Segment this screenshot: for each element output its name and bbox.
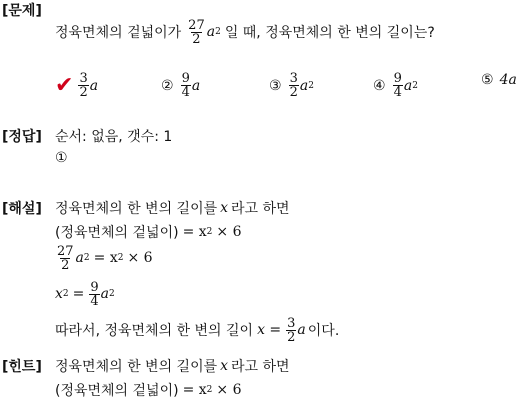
explanation-header: [해설] xyxy=(2,201,42,217)
question-text: 정육면체의 겉넓이가 $\frac{27}{2}$ a 2 일 때, 정육면체의 한 변의 길이는? xyxy=(55,17,435,47)
option-1[interactable]: ✔ $\frac{3}{2}$ a xyxy=(55,71,99,100)
answer-meta: 순서: 없음, 갯수: 1 xyxy=(55,129,173,145)
option-3[interactable]: ③ $\frac{3}{2}$ a 2 xyxy=(269,71,314,100)
question-fraction: $\frac{27}{2}$ xyxy=(188,17,205,47)
explanation-line-4: x 2 = $\frac{9}{4}$ a 2 xyxy=(55,279,115,309)
question-post: 일 때, 정육면체의 한 변의 길이는? xyxy=(224,25,435,41)
explanation-line-5: 따라서, 정육면체의 한 변의 길이 x = $\frac{3}{2}$ a 이다. xyxy=(55,315,340,345)
option-5[interactable]: ⑤ 4a xyxy=(481,72,517,88)
problem-header: [문제] xyxy=(2,3,42,19)
explanation-line-1: 정육면체의 한 변의 길이를 x 라고 하면 xyxy=(55,200,290,217)
hint-line-1: 정육면체의 한 변의 길이를 x 라고 하면 xyxy=(55,358,290,375)
hint-header: [힌트] xyxy=(2,359,42,375)
option-2[interactable]: ② $\frac{9}{4}$ a xyxy=(161,71,201,100)
answer-header: [정답] xyxy=(2,129,42,145)
answer-choice: ① xyxy=(55,150,68,166)
checkmark-icon: ✔ xyxy=(55,73,74,98)
explanation-line-3: $\frac{27}{2}$ a 2 = x 2 × 6 xyxy=(57,243,153,273)
hint-line-2: (정육면체의 겉넓이) = x 2 × 6 xyxy=(55,382,242,399)
explanation-line-2: (정육면체의 겉넓이) = x 2 × 6 xyxy=(55,224,242,241)
question-pre: 정육면체의 겉넓이가 xyxy=(55,25,182,41)
option-4[interactable]: ④ $\frac{9}{4}$ a 2 xyxy=(373,71,418,100)
answer-options xyxy=(55,72,521,112)
